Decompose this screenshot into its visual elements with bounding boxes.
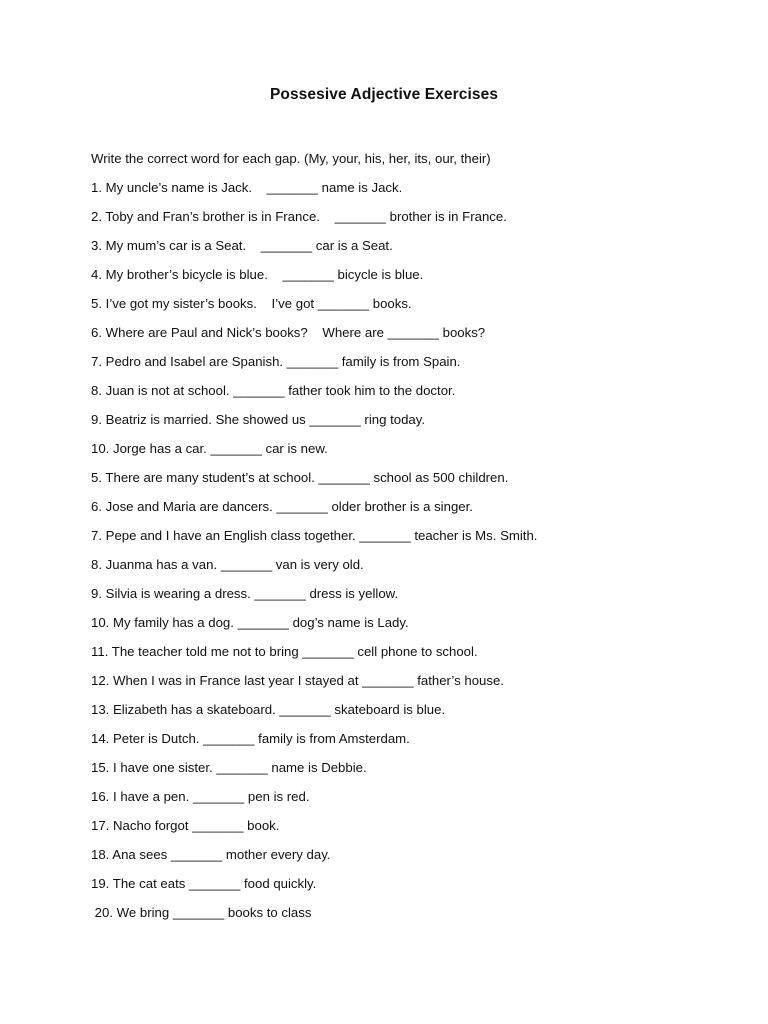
exercise-item: 8. Juanma has a van. _______ van is very old. (91, 557, 364, 572)
exercise-item: 17. Nacho forgot _______ book. (91, 818, 280, 833)
exercise-item: 15. I have one sister. _______ name is Debbie. (91, 760, 367, 775)
exercise-item: 8. Juan is not at school. _______ father took him to the doctor. (91, 383, 456, 398)
exercise-item: 2. Toby and Fran’s brother is in France. _______ brother is in France. (91, 209, 507, 224)
exercise-item: 3. My mum’s car is a Seat. _______ car is a Seat. (91, 238, 393, 253)
exercise-item: 5. There are many student’s at school. _______ school as 500 children. (91, 470, 509, 485)
exercise-item: 19. The cat eats _______ food quickly. (91, 876, 317, 891)
exercise-item: 12. When I was in France last year I stayed at _______ father’s house. (91, 673, 504, 688)
exercise-item: 7. Pedro and Isabel are Spanish. _______ family is from Spain. (91, 354, 461, 369)
exercise-item: 7. Pepe and I have an English class together. _______ teacher is Ms. Smith. (91, 528, 538, 543)
exercise-item: 9. Silvia is wearing a dress. _______ dress is yellow. (91, 586, 399, 601)
exercise-list (91, 180, 537, 934)
exercise-item: 11. The teacher told me not to bring _______ cell phone to school. (91, 644, 478, 659)
exercise-item: 10. Jorge has a car. _______ car is new. (91, 441, 328, 456)
exercise-item: 4. My brother’s bicycle is blue. _______ bicycle is blue. (91, 267, 424, 282)
exercise-item: 5. I’ve got my sister’s books. I’ve got _______ books. (91, 296, 412, 311)
exercise-item: 1. My uncle’s name is Jack. _______ name is Jack. (91, 180, 403, 195)
exercise-item: 16. I have a pen. _______ pen is red. (91, 789, 310, 804)
page-title: Possesive Adjective Exercises (269, 86, 499, 103)
exercise-item: 10. My family has a dog. _______ dog’s name is Lady. (91, 615, 409, 630)
exercise-item: 9. Beatriz is married. She showed us _______ ring today. (91, 412, 426, 427)
exercise-item: 13. Elizabeth has a skateboard. _______ skateboard is blue. (91, 702, 446, 717)
exercise-item: 18. Ana sees _______ mother every day. (91, 847, 331, 862)
exercise-item: 20. We bring _______ books to class (91, 905, 312, 920)
exercise-item: 6. Where are Paul and Nick’s books? Where are _______ books? (91, 325, 486, 340)
instructions-text: Write the correct word for each gap. (My, your, his, her, its, our, their) (91, 151, 491, 166)
exercise-item: 14. Peter is Dutch. _______ family is from Amsterdam. (91, 731, 410, 746)
exercise-item: 6. Jose and Maria are dancers. _______ older brother is a singer. (91, 499, 473, 514)
